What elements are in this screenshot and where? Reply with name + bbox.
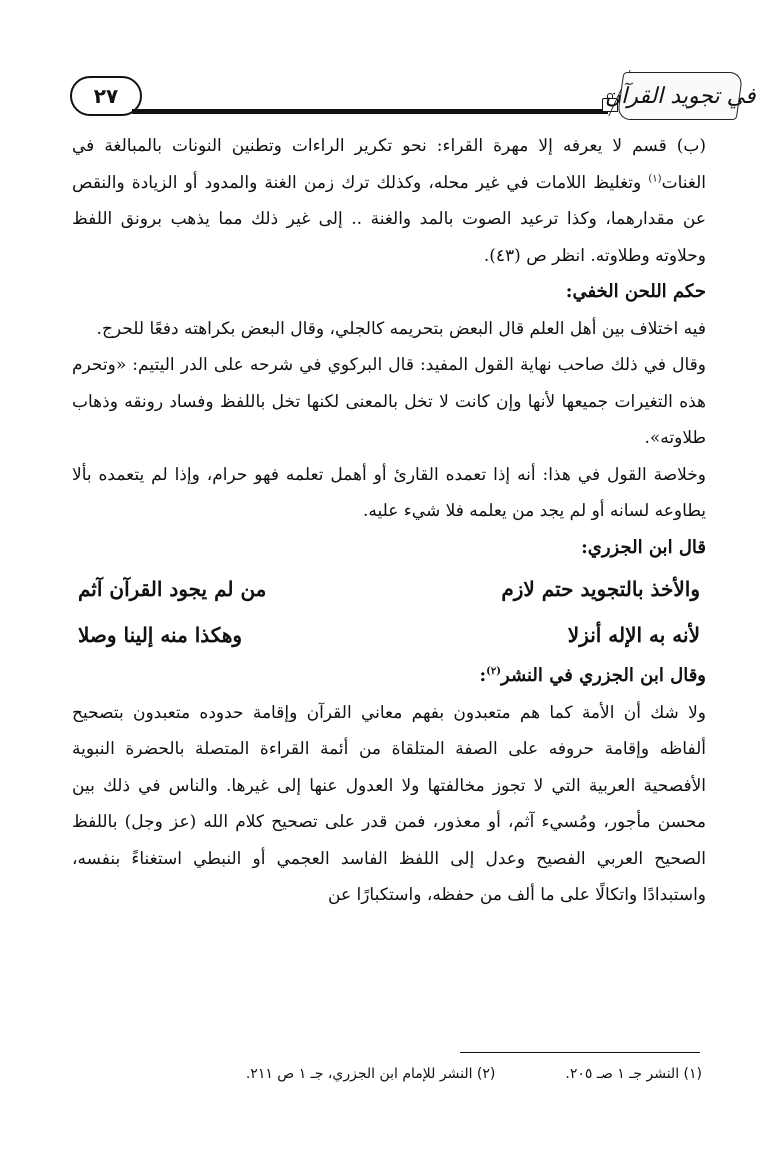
- paragraph-4: وخلاصة القول في هذا: أنه إذا تعمده القارئ أو أهمل تعلمه فهو حرام، وإذا لم يتعمده بألا يطاوعه لسانه أو لم يجد من يعلمه فلا شيء عليه.: [72, 464, 706, 521]
- heading-nashr: [72, 658, 706, 695]
- page-number: ٢٧: [70, 76, 142, 116]
- verse-row-2: [72, 612, 706, 658]
- footnote-1: (١) النشر جـ ١ صـ ٢٠٥.: [565, 1066, 702, 1082]
- footnote-ref-2: (٢): [486, 666, 502, 677]
- paragraph-1: [72, 128, 706, 274]
- page-content: [72, 128, 706, 914]
- book-title-banner: [604, 72, 756, 120]
- paragraph-1-text: (ب) قسم لا يعرفه إلا مهرة القراء: نحو تكرير الراءات وتطنين النونات بالمبالغة في الغنات: [72, 136, 706, 193]
- paragraph-3: وقال في ذلك صاحب نهاية القول المفيد: قال البركوي في شرحه على الدر اليتيم: «وتحرم هذه التغيرات جميعها لأنها وإن كانت لا تخل بالمعنى لكنها تخل باللفظ وفساد رونقه وذهاب طلاوته».: [72, 355, 706, 448]
- paragraph-5: ولا شك أن الأمة كما هم متعبدون بفهم معاني القرآن وإقامة حدوده متعبدون بتصحيح ألفاظه وإقامة حروفه على الصفة المتلقاة من أئمة القراءة المتصلة بالحضرة النبوية الأفصحية العربية التي لا تجوز مخالفتها ولا العدول عنها إلى غيرها. والناس في ذلك بين محسن مأجور، ومُسيء آثم، أو معذور، فمن قدر على تصحيح كلام الله (عز وجل) باللفظ الصحيح العربي الفصيح وعدل إلى اللفظ الفاسد العجمي أو النبطي استغناءً بنفسه، واستبدادًا واتكالًا على ما ألف من حفظه، واستكبارًا عن: [72, 702, 707, 905]
- heading-ruling: حكم اللحن الخفي:: [565, 281, 706, 302]
- verse-1-left-hemistich: من لم يجود القرآن آثم: [78, 577, 267, 601]
- verse-2-left-hemistich: وهكذا منه إلينا وصلا: [78, 623, 243, 647]
- verse-2-right-hemistich: لأنه به الإله أنزلا: [567, 623, 700, 647]
- heading-nashr-colon: :: [479, 665, 487, 686]
- verse-row-1: [72, 566, 706, 612]
- header-rule: [132, 109, 608, 114]
- paragraph-2: فيه اختلاف بين أهل العلم قال البعض بتحريمه كالجلي، وقال البعض بكراهته دفعًا للحرج.: [96, 318, 706, 339]
- heading-ibn-jazari: قال ابن الجزري:: [581, 536, 706, 558]
- book-title: في تجويد القرآن: [604, 83, 756, 109]
- footnote-ref-1: (١): [648, 172, 662, 184]
- paragraph-1-cont: وتغليظ اللامات في غير محله، وكذلك ترك زمن الغنة والمدود أو الزيادة والنقص عن مقدارهما، وكذا ترعيد الصوت بالمد والغنة .. إلى غير ذلك مما يذهب برونق اللفظ وحلاوته وطلاوته. انظر ص (٤٣).: [72, 172, 706, 266]
- footnote-rule: [460, 1052, 700, 1053]
- poem-verses: [72, 566, 706, 658]
- verse-1-right-hemistich: والأخذ بالتجويد حتم لازم: [501, 577, 700, 601]
- page-header: [70, 62, 756, 132]
- footnote-2: (٢) النشر للإمام ابن الجزري، جـ ١ ص ٢١١.: [245, 1066, 496, 1082]
- heading-nashr-text: وقال ابن الجزري في النشر: [501, 665, 706, 686]
- footnotes: [72, 1066, 702, 1082]
